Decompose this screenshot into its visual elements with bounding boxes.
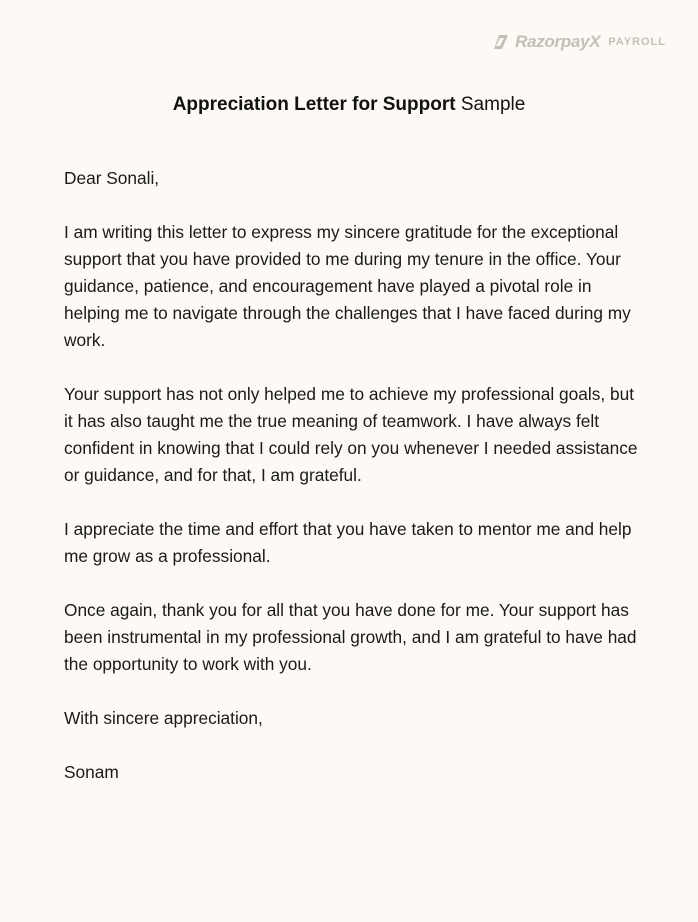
- letter-paragraph-3: I appreciate the time and effort that you have taken to mentor me and help me grow as a professional.: [64, 519, 632, 566]
- title-normal-part: Sample: [460, 94, 526, 115]
- brand-logo: [493, 32, 666, 52]
- salutation: Dear Sonali,: [64, 168, 160, 188]
- page-title: [0, 92, 698, 118]
- logo-brand-text: RazorpayX: [515, 32, 601, 51]
- razorpay-logo-icon: [493, 34, 509, 50]
- letter-paragraph-4: Once again, thank you for all that you have done for me. Your support has been instrumental in my professional growth, and I am grateful to have had the opportunity to work with you.: [64, 600, 637, 674]
- title-bold-part: Appreciation Letter for Support: [172, 94, 456, 115]
- letter-paragraph-2: Your support has not only helped me to achieve my professional goals, but it has also taught me the true meaning of teamwork. I have always felt confident in knowing that I could rely on you whenever I needed assistance or guidance, and for that, I am grateful.: [64, 384, 638, 485]
- signature: Sonam: [64, 762, 119, 782]
- closing: With sincere appreciation,: [64, 708, 263, 728]
- letter-body: [64, 165, 644, 786]
- letter-paragraph-1: I am writing this letter to express my sincere gratitude for the exceptional support that you have provided to me during my tenure in the office. Your guidance, patience, and encouragement have played a pivotal role in helping me to navigate through the challenges that I have faced during my work.: [64, 222, 631, 350]
- logo-product-text: PAYROLL: [608, 36, 666, 48]
